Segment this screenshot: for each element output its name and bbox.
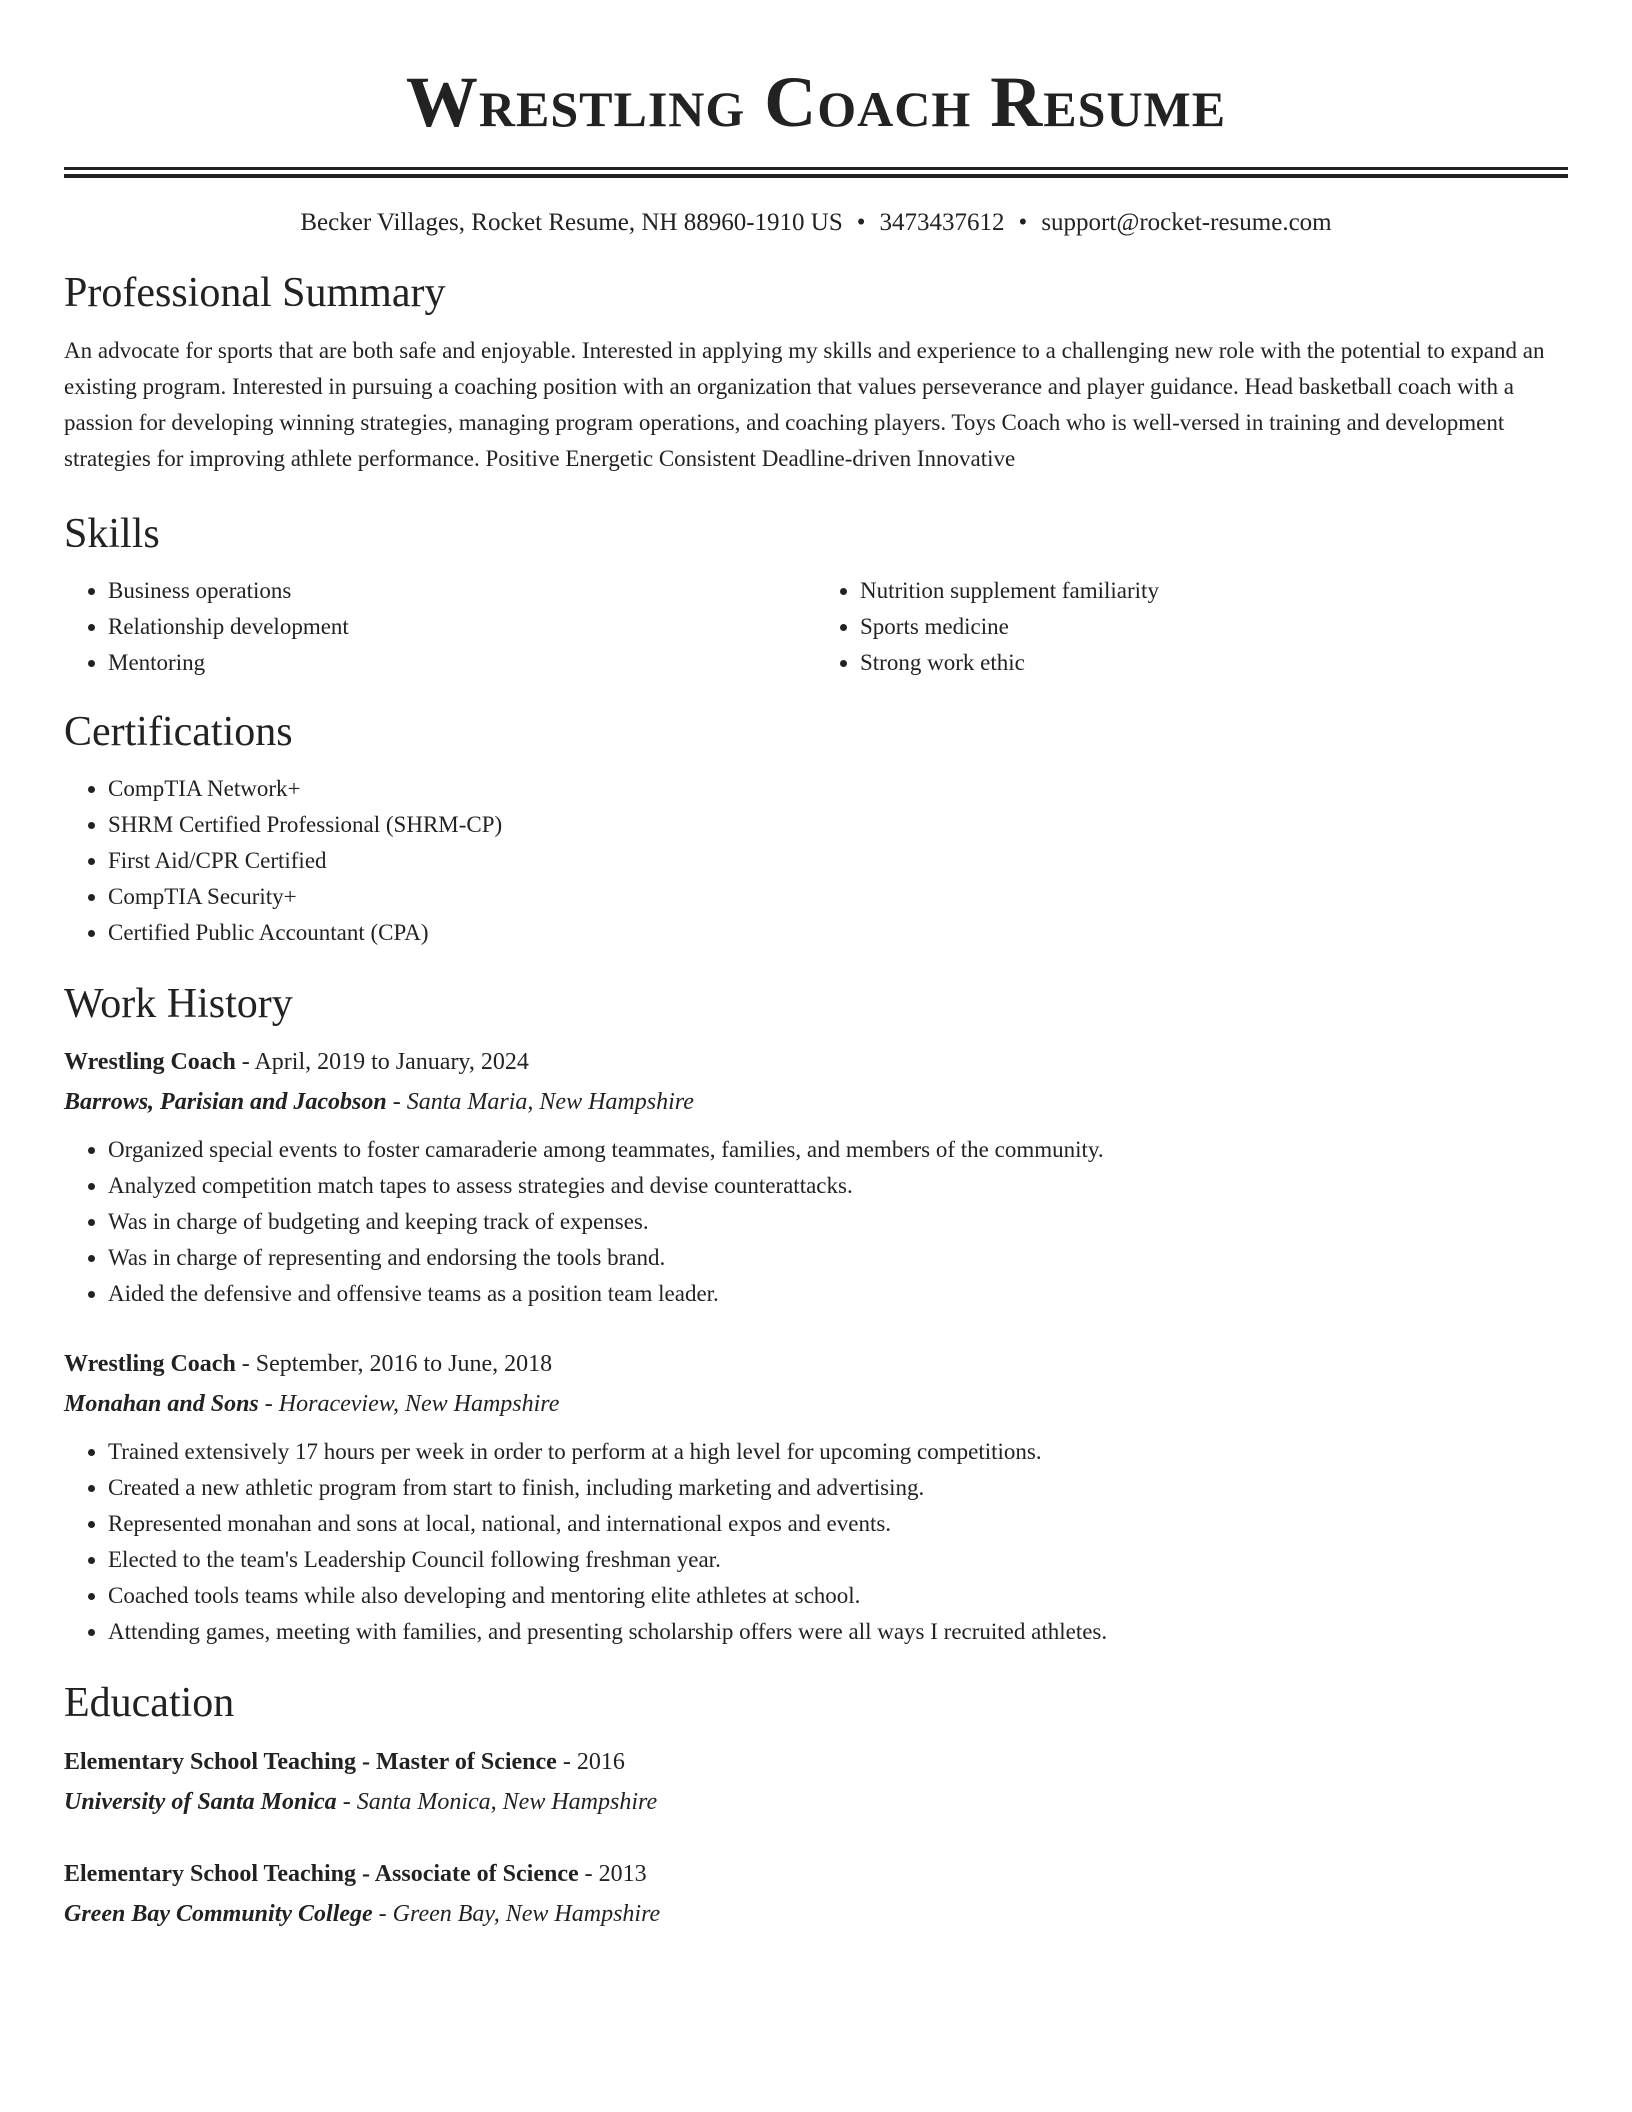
education-location: Green Bay, New Hampshire (392, 1901, 661, 1927)
education-school: Green Bay Community College (64, 1901, 373, 1927)
education-degree-line (64, 1854, 1568, 1894)
job-dates: September, 2016 to June, 2018 (255, 1351, 553, 1377)
contact-separator: • (1018, 209, 1028, 236)
job-bullet: • Created a new athletic program from start to finish, including marketing and advertising. (108, 1470, 1568, 1506)
education-section (64, 1678, 1568, 1934)
education-heading: Education (64, 1680, 235, 1726)
job-bullets (64, 1434, 1568, 1650)
certification-item: • CompTIA Security+ (108, 879, 1568, 915)
contact-separator: • (856, 209, 866, 236)
certification-item: • CompTIA Network+ (108, 771, 1568, 807)
job-bullet: • Represented monahan and sons at local, national, and international expos and events. (108, 1506, 1568, 1542)
job-bullet: • Elected to the team's Leadership Council following freshman year. (108, 1542, 1568, 1578)
certification-item: • SHRM Certified Professional (SHRM-CP) (108, 807, 1568, 843)
job-bullet: • Coached tools teams while also developing and mentoring elite athletes at school. (108, 1578, 1568, 1614)
job-bullet: • Was in charge of representing and endorsing the tools brand. (108, 1240, 1568, 1276)
work-history-section (64, 979, 1568, 1650)
contact-address: Becker Villages, Rocket Resume, NH 88960-1910 US (300, 209, 843, 236)
skill-item: • Strong work ethic (860, 645, 1568, 681)
job-employer (64, 1082, 1568, 1122)
skill-item: • Relationship development (108, 609, 816, 645)
certifications-heading: Certifications (64, 709, 293, 755)
skill-item: • Mentoring (108, 645, 816, 681)
education-school-line (64, 1894, 1568, 1934)
job-bullet: • Was in charge of budgeting and keeping track of expenses. (108, 1204, 1568, 1240)
skills-list-left (64, 573, 816, 681)
title-divider (64, 167, 1568, 170)
job-bullet: • Organized special events to foster camaraderie among teammates, families, and members of the community. (108, 1132, 1568, 1168)
skills-section (64, 509, 1568, 681)
job-title: Wrestling Coach (64, 1351, 236, 1377)
education-entry (64, 1854, 1568, 1934)
summary-section (64, 268, 1568, 477)
job-company: Monahan and Sons (64, 1391, 259, 1417)
dash-separator: - (578, 1861, 599, 1887)
education-school: University of Santa Monica (64, 1789, 337, 1815)
job-bullet: • Analyzed competition match tapes to assess strategies and devise counterattacks. (108, 1168, 1568, 1204)
contact-line (64, 207, 1568, 239)
skill-item: • Business operations (108, 573, 816, 609)
job-bullet: • Aided the defensive and offensive teams as a position team leader. (108, 1276, 1568, 1312)
job-bullets (64, 1132, 1568, 1312)
education-year: 2016 (576, 1749, 625, 1775)
job-company: Barrows, Parisian and Jacobson (64, 1089, 387, 1115)
dash-separator: - (235, 1351, 256, 1377)
dash-separator: - (372, 1901, 393, 1927)
education-degree: Elementary School Teaching - Associate of Science (64, 1861, 579, 1887)
education-school-line (64, 1782, 1568, 1822)
job-bullet: • Attending games, meeting with families, and presenting scholarship offers were all ways I recruited athletes. (108, 1614, 1568, 1650)
job-entry (64, 1042, 1568, 1312)
education-year: 2013 (598, 1861, 647, 1887)
skills-columns (64, 573, 1568, 681)
dash-separator: - (386, 1089, 407, 1115)
dash-separator: - (556, 1749, 577, 1775)
education-degree: Elementary School Teaching - Master of Science (64, 1749, 557, 1775)
skills-heading: Skills (64, 511, 160, 557)
dash-separator: - (235, 1049, 255, 1075)
skills-list-right (816, 573, 1568, 681)
work-history-heading: Work History (64, 981, 293, 1027)
job-header (64, 1344, 1568, 1384)
job-location: Santa Maria, New Hampshire (406, 1089, 694, 1115)
skill-item: • Sports medicine (860, 609, 1568, 645)
contact-email: support@rocket-resume.com (1041, 209, 1332, 236)
dash-separator: - (336, 1789, 357, 1815)
job-dates: April, 2019 to January, 2024 (254, 1049, 529, 1075)
job-header (64, 1042, 1568, 1082)
resume-title: Wrestling Coach Resume (405, 62, 1227, 142)
summary-heading: Professional Summary (64, 270, 446, 316)
education-entry (64, 1742, 1568, 1822)
job-entry (64, 1344, 1568, 1650)
education-location: Santa Monica, New Hampshire (356, 1789, 658, 1815)
job-employer (64, 1384, 1568, 1424)
job-bullet: • Trained extensively 17 hours per week in order to perform at a high level for upcoming competitions. (108, 1434, 1568, 1470)
contact-phone: 3473437612 (879, 209, 1005, 236)
job-location: Horaceview, New Hampshire (278, 1391, 560, 1417)
certification-item: • First Aid/CPR Certified (108, 843, 1568, 879)
job-title: Wrestling Coach (64, 1049, 236, 1075)
summary-text: An advocate for sports that are both safe and enjoyable. Interested in applying my skills and experience to a challenging new role with the potential to expand an existing program. Interested in pursuing a coaching position with an organization that values perseverance and player guidance. Head basketball coach with a passion for developing winning strategies, managing program operations, and coaching players. Toys Coach who is well-versed in training and development strategies for improving athlete performance. Positive Energetic Consistent Deadline-driven Innovative (64, 338, 1545, 471)
skill-item: • Nutrition supplement familiarity (860, 573, 1568, 609)
certification-item: • Certified Public Accountant (CPA) (108, 915, 1568, 951)
education-degree-line (64, 1742, 1568, 1782)
dash-separator: - (258, 1391, 279, 1417)
certifications-section (64, 707, 1568, 951)
certifications-list (64, 771, 1568, 951)
